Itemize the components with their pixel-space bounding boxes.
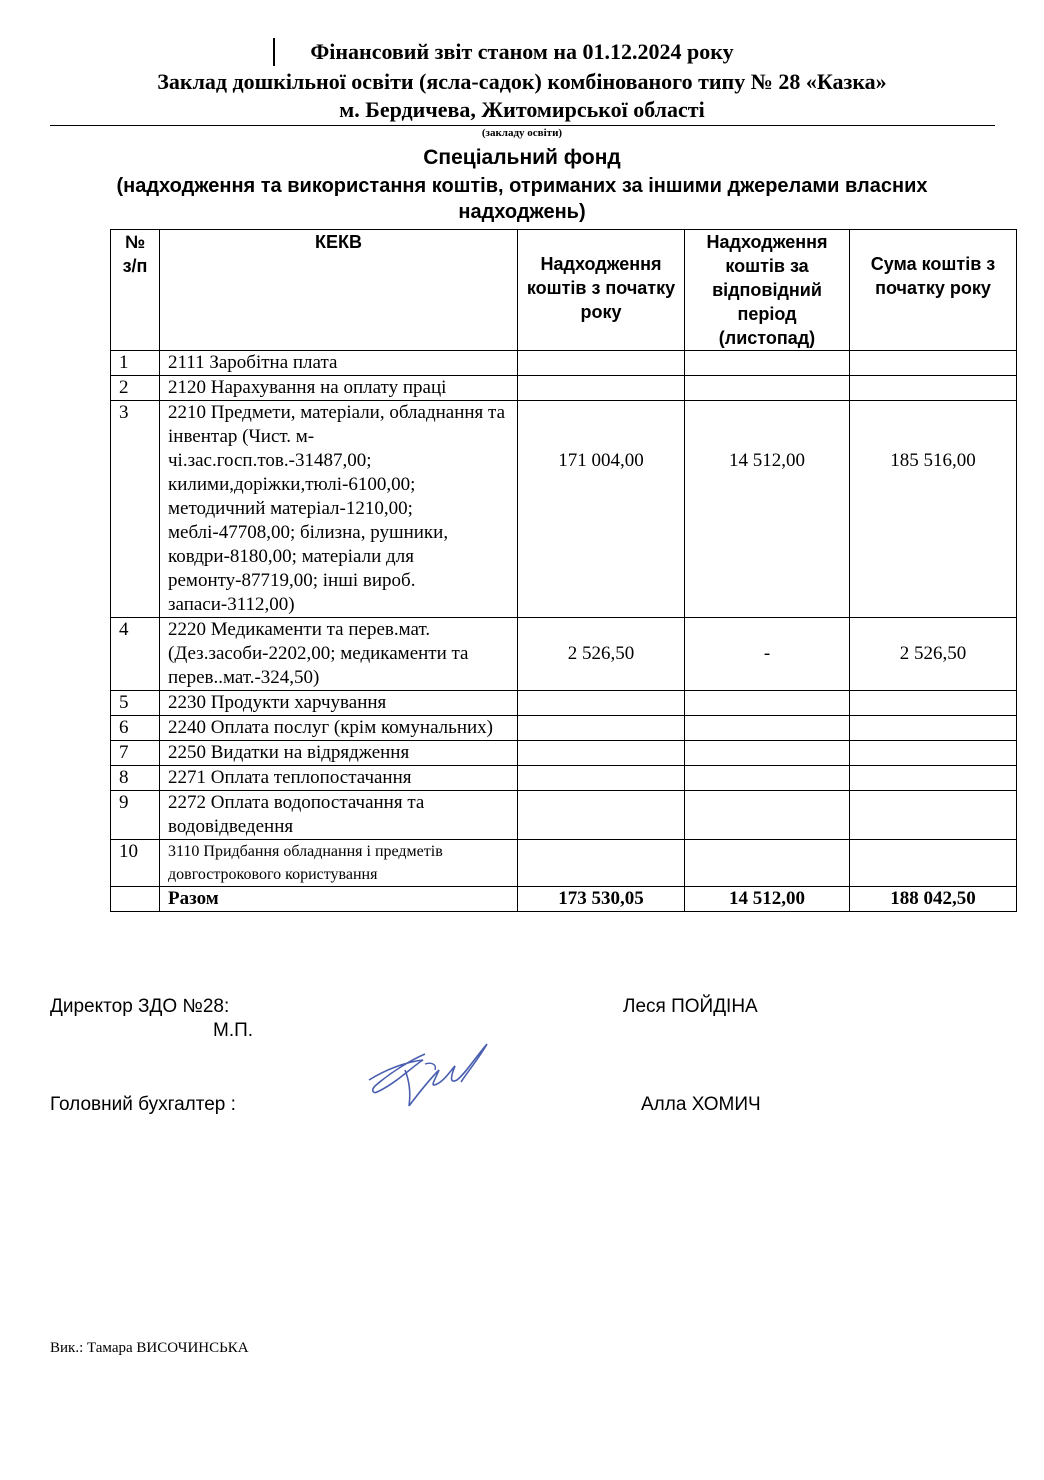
row-num: 1: [111, 351, 160, 376]
row-income-ytd: 2 526,50: [518, 618, 685, 691]
col-header-num: № з/п: [111, 230, 160, 351]
table-row: [111, 618, 1017, 691]
row-kekv: 2272 Оплата водопостачання та водовідведення: [160, 791, 518, 840]
accountant-label: Головний бухгалтер :: [50, 1094, 236, 1115]
row-num: 8: [111, 766, 160, 791]
row-kekv: 2210 Предмети, матеріали, обладнання та інвентар (Чист. м-чі.зас.госп.тов.-31487,00; килими,доріжки,тюлі-6100,00; методичний матеріал-1210,00; меблі-47708,00; білизна, рушники, ковдри-8180,00; матеріали для ремонту-87719,00; інші вироб. запаси-3112,00): [160, 401, 518, 618]
row-income-period: 14 512,00: [685, 401, 850, 618]
row-kekv: 2240 Оплата послуг (крім комунальних): [160, 716, 518, 741]
institution-location: м. Бердичева, Житомирської області: [339, 97, 705, 122]
row-kekv: 2271 Оплата теплопостачання: [160, 766, 518, 791]
total-income-period: 14 512,00: [685, 887, 850, 912]
institution-caption: (закладу освіти): [481, 127, 563, 139]
row-sum-ytd: [850, 351, 1017, 376]
table-row: [111, 691, 1017, 716]
row-income-ytd: [518, 791, 685, 840]
row-income-period: [685, 376, 850, 401]
row-sum-ytd: [850, 840, 1017, 887]
total-income-ytd: 173 530,05: [518, 887, 685, 912]
row-income-period: [685, 766, 850, 791]
handwritten-signature: [365, 1040, 500, 1112]
row-sum-ytd: 185 516,00: [850, 401, 1017, 618]
row-num: 3: [111, 401, 160, 618]
row-income-ytd: 171 004,00: [518, 401, 685, 618]
row-income-ytd: [518, 691, 685, 716]
director-name: Леся ПОЙДІНА: [623, 996, 758, 1017]
row-num: 7: [111, 741, 160, 766]
row-kekv: 2111 Заробітна плата: [160, 351, 518, 376]
header-rule: [50, 125, 995, 126]
row-income-period: -: [685, 618, 850, 691]
row-num: 5: [111, 691, 160, 716]
row-num: 10: [111, 840, 160, 887]
table-row: [111, 741, 1017, 766]
col-header-income-ytd: Надходження коштів з початку року: [518, 230, 685, 351]
total-sum-ytd: 188 042,50: [850, 887, 1017, 912]
col-header-sum-ytd: Сума коштів з початку року: [850, 230, 1017, 351]
table-row: [111, 401, 1017, 618]
fund-subtitle: (надходження та використання коштів, отриманих за іншими джерелами власних надходжень): [116, 175, 928, 223]
row-income-ytd: [518, 351, 685, 376]
row-sum-ytd: [850, 766, 1017, 791]
row-num: 9: [111, 791, 160, 840]
row-income-ytd: [518, 840, 685, 887]
row-income-period: [685, 351, 850, 376]
row-kekv: 2220 Медикаменти та перев.мат. (Дез.засоби-2202,00; медикаменти та перев..мат.-324,50): [160, 618, 518, 691]
row-sum-ytd: [850, 791, 1017, 840]
total-row: [111, 887, 1017, 912]
row-income-period: [685, 741, 850, 766]
director-label: Директор ЗДО №28:: [50, 996, 230, 1017]
table-row: [111, 376, 1017, 401]
table-row: [111, 716, 1017, 741]
row-income-period: [685, 691, 850, 716]
executor-line: Вик.: Тамара ВИСОЧИНСЬКА: [50, 1340, 249, 1356]
fund-title: Спеціальний фонд: [423, 146, 621, 169]
total-label: Разом: [160, 887, 518, 912]
row-kekv: 2120 Нарахування на оплату праці: [160, 376, 518, 401]
accountant-name: Алла ХОМИЧ: [641, 1094, 761, 1115]
col-header-income-period: Надходження коштів за відповідний період (листопад): [685, 230, 850, 351]
row-income-period: [685, 840, 850, 887]
row-income-ytd: [518, 716, 685, 741]
row-num: 6: [111, 716, 160, 741]
row-income-ytd: [518, 741, 685, 766]
row-sum-ytd: 2 526,50: [850, 618, 1017, 691]
report-table: [110, 229, 1017, 912]
row-kekv: 2230 Продукти харчування: [160, 691, 518, 716]
row-kekv: 3110 Придбання обладнання і предметів довгострокового користування: [160, 840, 518, 887]
row-sum-ytd: [850, 376, 1017, 401]
row-num: 4: [111, 618, 160, 691]
table-row: [111, 840, 1017, 887]
report-title: Фінансовий звіт станом на 01.12.2024 року: [310, 39, 734, 64]
row-sum-ytd: [850, 741, 1017, 766]
row-income-ytd: [518, 376, 685, 401]
row-income-ytd: [518, 766, 685, 791]
row-income-period: [685, 716, 850, 741]
row-income-period: [685, 791, 850, 840]
total-num: [111, 887, 160, 912]
table-row: [111, 351, 1017, 376]
table-row: [111, 766, 1017, 791]
row-num: 2: [111, 376, 160, 401]
institution-name: Заклад дошкільної освіти (ясла-садок) комбінованого типу № 28 «Казка»: [157, 69, 887, 94]
col-header-kekv: КЕКВ: [160, 230, 518, 351]
row-sum-ytd: [850, 691, 1017, 716]
row-sum-ytd: [850, 716, 1017, 741]
row-kekv: 2250 Видатки на відрядження: [160, 741, 518, 766]
stamp-label: М.П.: [213, 1020, 254, 1041]
table-row: [111, 791, 1017, 840]
